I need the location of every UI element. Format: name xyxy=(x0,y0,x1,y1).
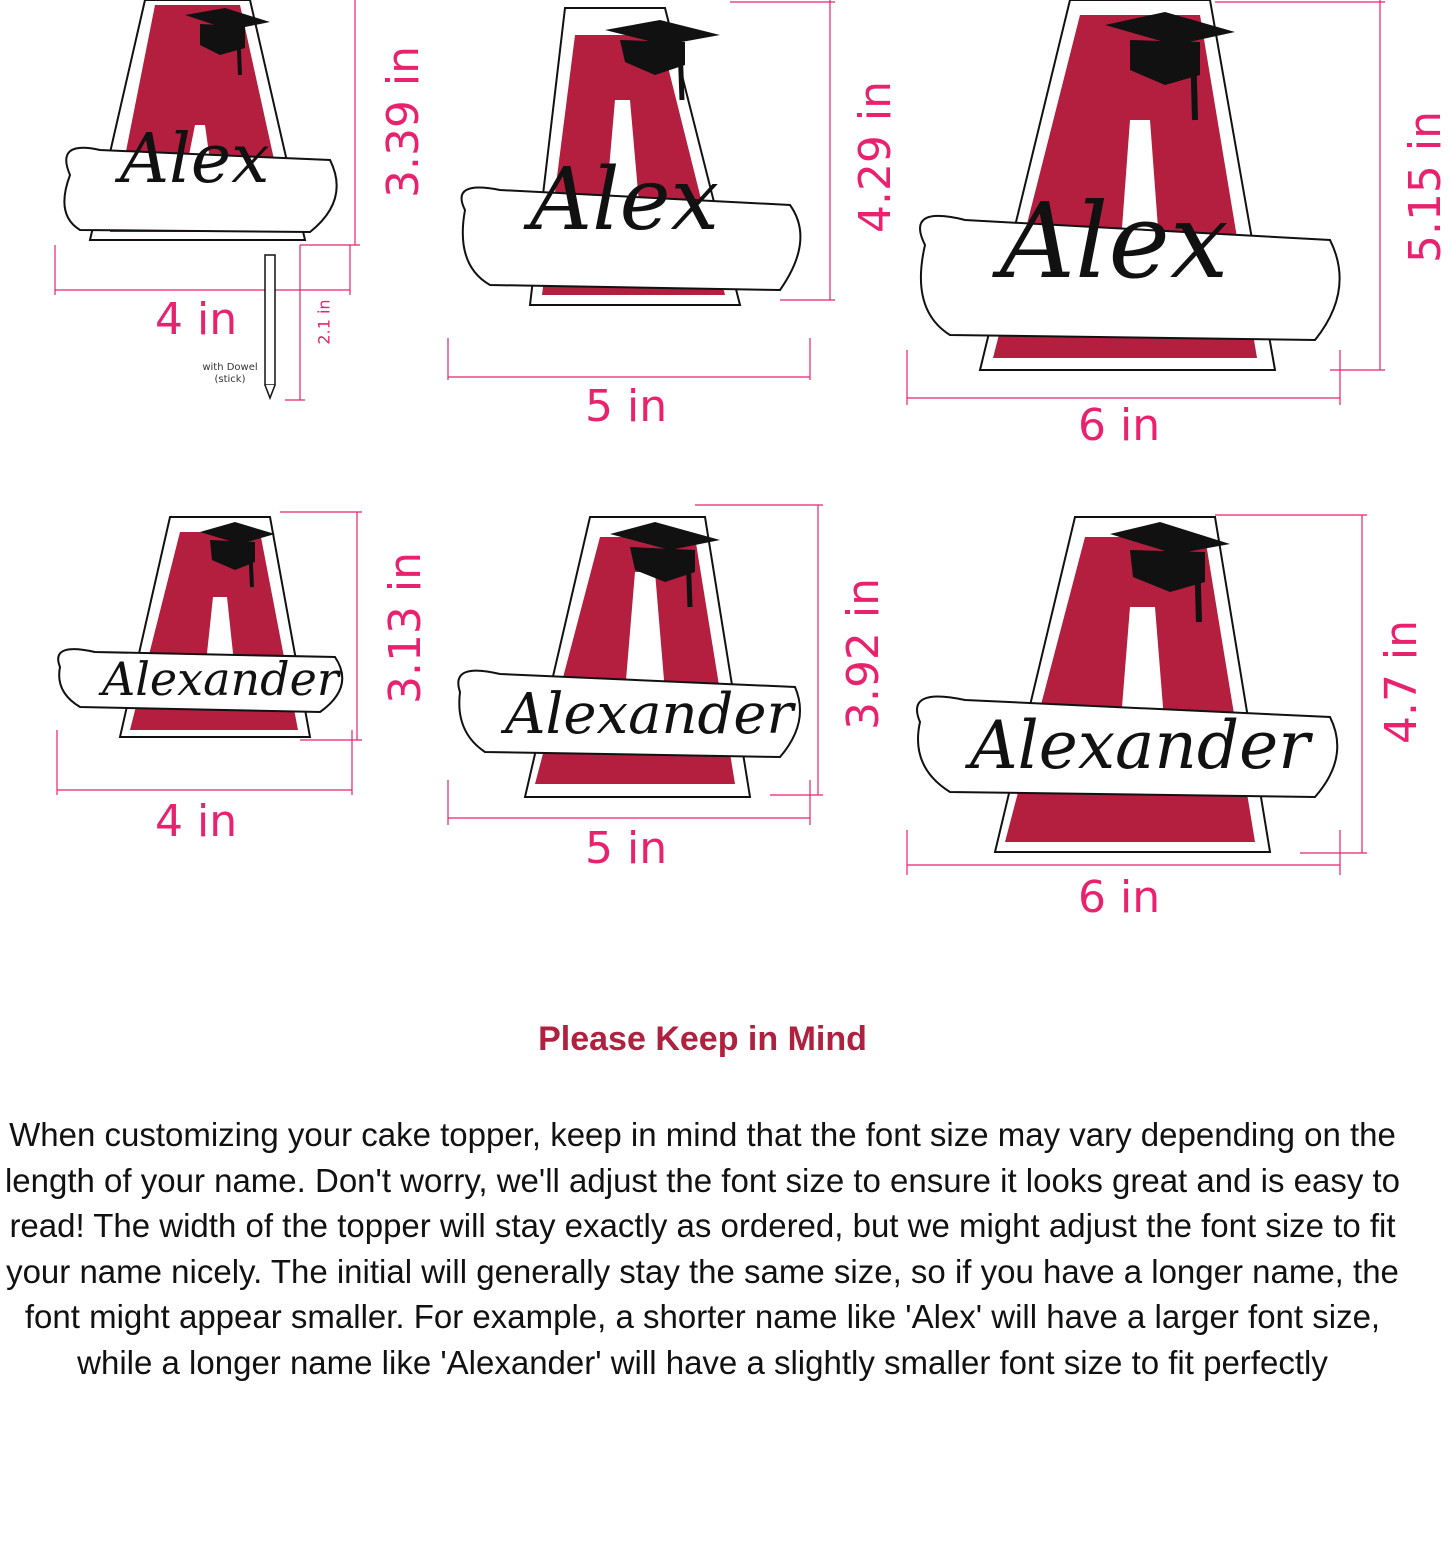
topper-name-script: Alexander xyxy=(970,707,1310,784)
topper-name-script: Alex xyxy=(1000,180,1229,302)
topper-graphic xyxy=(905,512,1345,857)
topper-name-script: Alexander xyxy=(505,682,794,747)
dowel-note xyxy=(195,362,265,386)
topper-alex-5in xyxy=(450,0,810,340)
topper-name-script: Alex xyxy=(530,150,720,250)
topper-alexander-5in xyxy=(450,512,810,802)
topper-graphic xyxy=(50,512,350,742)
topper-name-script: Alex xyxy=(120,120,270,199)
topper-alex-6in xyxy=(905,0,1345,370)
topper-graphic xyxy=(450,512,810,802)
dowel-height-label: 2.1 in xyxy=(314,299,334,345)
topper-alexander-4in xyxy=(50,512,350,742)
width-label: 5 in xyxy=(585,823,668,874)
width-label: 4 in xyxy=(155,796,238,847)
width-label: 4 in xyxy=(155,294,238,345)
height-label: 3.13 in xyxy=(380,551,432,705)
dowel-note-line: (stick) xyxy=(214,374,246,385)
height-label: 4.7 in xyxy=(1376,619,1428,745)
notice-title: Please Keep in Mind xyxy=(538,1020,867,1058)
height-label: 4.29 in xyxy=(850,80,902,234)
height-label: 3.92 in xyxy=(838,577,890,731)
topper-alexander-6in xyxy=(905,512,1345,857)
topper-name-script: Alexander xyxy=(102,652,339,706)
width-label: 6 in xyxy=(1078,400,1161,451)
height-label: 3.39 in xyxy=(378,45,430,199)
width-label: 6 in xyxy=(1078,872,1161,923)
width-label: 5 in xyxy=(585,381,668,432)
height-label: 5.15 in xyxy=(1400,110,1451,264)
notice-body: When customizing your cake topper, keep in mind that the font size may vary depending on the length of your name. Don't worry, we'll adjust the font size to ensure it looks great and is easy to read! The width of the topper will stay exactly as ordered, but we might adjust the font size to fit your name nicely. The initial will generally stay the same size, so if you have a longer name, the font might appear smaller. For example, a shorter name like 'Alex' will have a larger font size, while a longer name like 'Alexander' will have a slightly smaller font size to fit perfectly xyxy=(4,1116,1401,1381)
dowel-note-line: with Dowel xyxy=(202,362,258,373)
